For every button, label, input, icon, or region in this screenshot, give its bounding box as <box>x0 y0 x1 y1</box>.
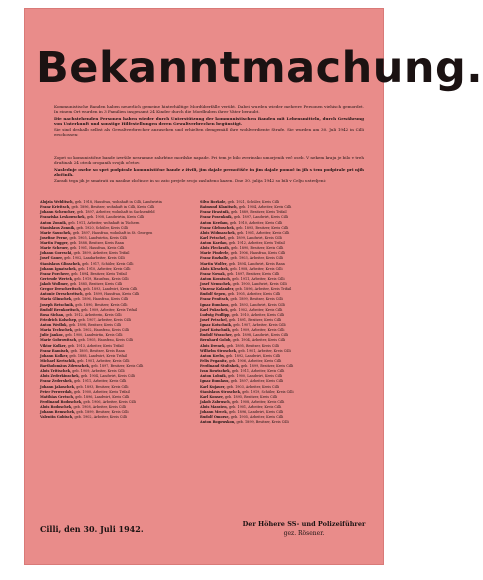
person-name: Gregor Drescheritsch, <box>40 287 83 292</box>
person-name: Marie Sauschek, <box>40 230 72 235</box>
person-name: Josefine Perne, <box>40 235 69 240</box>
person-details: geb. 1900, Landwirtin, Kreis Cilli <box>65 333 123 338</box>
person-details: geb. 1897, Besitzer, Kreis Cilli <box>91 364 144 368</box>
person-details: geb. 1920, Schüler, Kreis Cilli <box>76 225 128 230</box>
person-name: Silvo Borkole, <box>200 200 227 204</box>
person-details: geb. 1897, Arbeiter, wohnhaft in Sachsenfeld <box>76 210 155 215</box>
person-details: geb. 1909, Arbeiter, Kreis Cilli <box>72 369 125 374</box>
person-name: Rudolf Brenkoritsch, <box>40 307 80 312</box>
person-name: Ignaz Kotschnik, <box>200 323 233 327</box>
person-details: geb. 1890, Besitzer, Kreis Cilli <box>75 302 128 307</box>
person-name: Alois Fleckrath, <box>200 246 231 251</box>
victim-list-left <box>40 200 200 420</box>
person-details: geb. 1895, Besitzer, Kreis Rann <box>70 348 125 353</box>
person-name: Johann Ignatschek, <box>40 266 77 271</box>
signature-block <box>234 520 374 538</box>
person-name: Marie Gobrowitsch, <box>40 338 78 343</box>
person-name: Josef Nemschek, <box>200 282 232 286</box>
person-details: geb. 1904, Landwirt, Kreis Cilli <box>80 374 135 379</box>
person-details: geb. 1910, Arbeiter, Kreis Cilli <box>229 220 283 225</box>
person-name: Johann Remschek, <box>40 410 76 415</box>
person-details: geb. 1899, Besitzer, Kreis Cilli <box>236 420 289 425</box>
person-name: Rudolf Sepen, <box>200 292 227 297</box>
person-name: Gertrude Wertek, <box>40 276 74 281</box>
person-name: Matthias Gretsch, <box>40 394 75 399</box>
person-name: Joseph Retschnik, <box>40 302 75 307</box>
person-details: geb. 1893, Landwirt, Kreis Cilli <box>230 302 285 307</box>
person-name: Maria Techschek, <box>40 328 74 333</box>
person-name: Franz Gleboschek, <box>200 225 236 230</box>
person-name: Friedrich Kolschep, <box>40 317 78 322</box>
person-name: Bernhard Golob, <box>200 338 232 343</box>
person-details: geb. 1902, Landarbeiter, Kreis Cilli <box>64 256 125 261</box>
person-details: geb. 1899, Hausfrau, Kreis Cilli <box>84 292 140 297</box>
person-details: geb. 1901, Arbeiter, Kreis Cilli <box>228 405 282 409</box>
person-details: geb. 1911, Arbeiter, Kreis Cilli <box>74 379 127 384</box>
person-name: Stanislaus Stroschek, <box>200 389 242 394</box>
person-name: Johann Mrcek, <box>200 410 228 415</box>
person-details: geb. 1905, Landwirtin, Kreis Cilli <box>69 235 127 240</box>
person-name: Ignaz Rumlaus, <box>200 302 230 307</box>
person-details: geb. 1892, Landwirt, Kreis Cilli <box>226 353 281 358</box>
person-details: geb. 1890, Besitzer, Kreis Cilli <box>231 246 284 251</box>
person-name: Alois Zederkinschek, <box>40 374 80 379</box>
person-details: geb. 1909, Arbeiter, Kreis Trifail <box>81 307 137 312</box>
person-name: Josef Kotschnik, <box>200 328 231 333</box>
person-name: Julie Jankoc, <box>40 333 65 338</box>
person-details: geb. 1897, Landwirt, Kreis Cilli <box>233 215 288 220</box>
person-details: geb. 1907, Arbeiter, Kreis Cilli <box>78 317 131 322</box>
person-details: geb. 1904, Arbeiter, Kreis Cilli <box>238 205 292 210</box>
person-name: Wilhelm Stroschek, <box>200 348 238 353</box>
person-name: Franz Zedershek, <box>40 379 73 384</box>
person-details: geb. 1901, Arbeiter, Kreis Cilli <box>238 348 291 353</box>
person-name: Ferdinand Stultshek, <box>200 364 240 368</box>
person-details: geb. 1888, Landwirt, Kreis Trifail <box>69 353 127 358</box>
german-intro-p3: Sie sind deshalb selbst als Gewaltverbrecher anzusehen und erhielten demgemäß ihre wohlverdiente Strafe. Sie wurden am 30. Juli 1942 in Cilli erschossen: <box>54 127 364 138</box>
person-details: geb. 1889, Besitzer, Kreis Trifail <box>230 210 287 215</box>
person-details: geb. 1908, Arbeiter, Kreis Cilli <box>230 266 283 271</box>
person-name: Alois Rodoschek, <box>40 405 73 409</box>
person-details: geb. 1912, Arbeiterin, Kreis Cilli <box>65 312 122 317</box>
person-details: geb. 1896, Landwirt, Kreis Cilli <box>229 410 284 415</box>
person-details: geb. 1905, Arbeiter, Kreis Cilli <box>230 415 284 420</box>
person-details: geb. 1900, Landwirt, Kreis Cilli <box>232 282 287 286</box>
person-name: Jakob Zabrusch, <box>200 399 231 404</box>
person-details: geb. 1899, Besitzer, Kreis Cilli <box>230 297 283 302</box>
person-details: geb. 1898, Besitzer, Kreis Cilli <box>68 323 121 327</box>
signature-title: Der Höhere SS- und Polizeiführer <box>242 520 366 528</box>
person-details: geb. 1903, Arbeiter, Kreis Cilli <box>230 256 283 261</box>
person-name: Felix Peganitz, <box>200 358 228 363</box>
person-details: geb. 1911, Arbeiter, wohnhaft in Tüchern <box>68 220 140 225</box>
person-details: geb. 1899, Landwirt, Kreis Cilli <box>227 235 282 240</box>
poster <box>24 8 483 565</box>
person-name: Alojzia Weblitsch, <box>40 200 74 204</box>
person-details: geb. 1905, Hausfrau, Kreis Cilli <box>78 338 133 343</box>
german-intro-p1: Kommunistische Banden haben neuerlich gemeine hinterhältige Mordüberfälle verübt. Dabei wurden wieder mehrere Personen viehisch gemordet. In einem Ort wurden in 3 Familien insgesamt 24 Kinder durch die Mordbuben ihrer Väter beraubt. <box>54 104 364 115</box>
person-details: geb. 1896, Hausfrau, Kreis Cilli <box>73 297 128 302</box>
person-details: geb. 1893, Landwirt, Kreis Cilli <box>83 287 138 292</box>
person-name: Johann Jakoschek, <box>40 384 76 389</box>
person-details: geb. 1901, Hausfrau, Kreis Cilli <box>69 246 125 251</box>
person-details: geb. 1903, Arbeiter, Kreis Cilli <box>226 384 279 389</box>
person-name: Martin Wolfer, <box>200 261 228 266</box>
person-details: geb. 1919, Schüler, Kreis Cilli <box>242 389 294 394</box>
person-name: Alois Widmaschek, <box>200 230 236 235</box>
person-name: Johann Gorescki, <box>40 251 73 256</box>
list-item <box>200 420 360 425</box>
person-name: Karl Petschel, <box>200 235 227 240</box>
person-name: Anton Kerdam, <box>200 220 229 225</box>
person-details: geb. 1919, Hausfrau, Kreis Cilli <box>74 276 129 281</box>
person-name: Anton Krebs, <box>200 353 225 358</box>
person-name: Maria Glinschek, <box>40 297 73 302</box>
person-name: Viktor Kolker, <box>40 343 67 348</box>
person-details: geb. 1902, Arbeiter, Kreis Cilli <box>229 307 283 312</box>
person-name: Bartholomäus Zdewschek, <box>40 364 91 368</box>
slovene-intro-p3: Zaradi tega jih je smatrati za nasilne zločince in so zato prejele svojo zasluženo kazen. Dne 30. julija 1942 so bili v Celju ustreljeni: <box>54 178 327 184</box>
person-details: geb. 1899, Arbeiter, Kreis Trifail <box>73 251 130 256</box>
slovene-intro <box>54 155 364 184</box>
person-name: Vinzenz Kolander, <box>200 287 235 292</box>
person-details: geb. 1896, Besitzer, wohnhaft in Cilli, Kreis Cilli <box>71 205 155 210</box>
person-name: Rudolf Wrascher, <box>200 333 233 338</box>
person-name: Karl Kujauer, <box>200 384 226 389</box>
person-name: Marie Pinderle, <box>200 251 230 256</box>
person-name: Anton Bogowskon, <box>200 420 236 425</box>
person-name: Ivan Rowischek, <box>200 369 231 374</box>
person-details: geb. 1902, Arbeiter, Kreis Cilli <box>74 415 127 420</box>
person-name: Johann Scheucher, <box>40 210 76 215</box>
german-intro <box>54 104 364 139</box>
person-details: geb. 1913, Arbeiter, Kreis Trifail <box>67 343 124 348</box>
person-name: Martin Fugger, <box>40 241 69 245</box>
person-name: Raimund Klanitsch, <box>200 205 238 210</box>
person-name: Rudolf Omorse, <box>200 415 230 420</box>
person-name: Jakob Wollmer, <box>40 282 69 286</box>
person-name: Franz Penitsch, <box>200 297 230 302</box>
person-details: geb. 1921, Schüler, Kreis Cilli <box>227 200 280 204</box>
person-details: geb. 1898, Landwirt, Kreis Cilli <box>233 333 288 338</box>
person-name: Karl Pukschek, <box>200 307 229 312</box>
person-details: geb. 1896, Landwirt, Kreis Cilli <box>75 394 130 399</box>
person-name: Stanislaus Zonnik, <box>40 225 76 230</box>
person-details: geb. 1917, Schüler, Kreis Cilli <box>82 261 134 266</box>
signature-name: gez. Rösener. <box>283 530 325 537</box>
person-name: Peter Perwerdah, <box>40 389 73 394</box>
person-details: geb. 1895, Besitzer, Kreis Cilli <box>226 343 279 348</box>
person-details: geb. 1906, Hausfrau, Kreis Cilli <box>230 251 286 256</box>
person-details: geb. 1906, Arbeiter, Kreis Cilli <box>228 358 282 363</box>
person-name: Franz Nowak, <box>200 271 226 276</box>
person-details: geb. 1893, Besitzer, Kreis Cilli <box>76 384 129 389</box>
person-details: geb. 1897, Arbeiter, Kreis Cilli <box>230 379 284 384</box>
person-details: geb. 1891, Besitzer, Kreis Cilli <box>228 317 282 322</box>
person-name: Antonie Drescheritsch, <box>40 292 84 297</box>
person-details: geb. 1900, Arbeiter, Kreis Trifail <box>73 389 130 394</box>
person-name: Alois Kleschek, <box>200 266 230 271</box>
victim-list-right <box>200 200 360 426</box>
person-name: Karl Konser, <box>200 394 224 399</box>
person-name: Franz Porcheer, <box>40 271 70 276</box>
list-item <box>40 415 200 420</box>
person-name: Josef Petschel, <box>200 317 228 322</box>
person-name: Anton Kovatsch, <box>200 276 232 281</box>
person-name: Anton Wedlok, <box>40 323 68 327</box>
person-name: Alois Drenek, <box>200 343 226 348</box>
person-name: Anton Kardan, <box>200 241 228 245</box>
person-name: Alois Maraten, <box>200 405 228 409</box>
person-name: Josef Gauer, <box>40 256 64 261</box>
person-details: geb. 1902, Hausfrau, Kreis Cilli <box>74 328 129 333</box>
date-line: Cilli, den 30. Juli 1942. <box>40 524 144 534</box>
person-name: Stanislaus Glinschek, <box>40 261 81 266</box>
person-details: geb. 1895, Besitzer, Kreis Cilli <box>236 225 289 230</box>
person-details: geb. 1901, Arbeiter, Kreis Cilli <box>236 230 290 235</box>
person-details: geb. 1901, Arbeiter, Kreis Cilli <box>77 358 130 363</box>
person-name: Anton Zonnik, <box>40 220 68 225</box>
person-name: Johann Kolker, <box>40 353 69 358</box>
slovene-intro-p2: Naslednje osebe so spet podpirale komunistične bande z živili, jim dajale prenočišče in jim dajale pomoč in jih s tem podpirale pri njih zločinih. <box>54 166 364 177</box>
person-name: Anton Lobnik, <box>200 374 227 379</box>
person-details: geb. 1905, Arbeiter, Kreis Cilli <box>227 292 281 297</box>
person-name: Michael Kertschik, <box>40 358 77 363</box>
person-details: geb. 1907, Arbeiter, Kreis Cilli <box>233 323 286 327</box>
person-details: geb. 1908, Arbeiter, Kreis Cilli <box>73 405 126 409</box>
person-details: geb. 1908, Arbeiter, Kreis Cilli <box>231 399 285 404</box>
person-details: geb. 1896, Arbeiter, Kreis Trifail <box>235 287 292 292</box>
person-details: geb. 1909, Arbeiter, Kreis Cilli <box>232 328 285 333</box>
person-details: geb. 1894, Besitzer, Kreis Trifail <box>71 271 127 276</box>
person-name: Ferdinand Rodoschek, <box>40 399 83 404</box>
person-name: Ludwig Podlipp, <box>200 312 231 317</box>
person-name: Alois Trittschek, <box>40 369 72 374</box>
person-name: Franz Posenknik, <box>200 215 233 220</box>
person-details: geb. 1906, Arbeiter, Kreis Cilli <box>83 399 136 404</box>
slovene-intro-p1: Zopet so komunistične bande izvršile nesramne zahrbtne morilske napade. Pri tem je bilo zverinsko umorjenih več oseb. V nekem kraju je bilo v treh družinah 24 otrok oropanih svojih očetov. <box>54 155 364 166</box>
person-name: Marie Scheuer, <box>40 246 69 251</box>
poster-title: Bekanntmachung. <box>36 43 483 93</box>
person-name: Franz Rozballe, <box>200 256 230 261</box>
person-name: Valentin Gobisch, <box>40 415 74 420</box>
person-details: geb. 1910, Arbeiter, Kreis Cilli <box>231 312 285 317</box>
person-details: geb. 1912, Arbeiter, Kreis Trifail <box>228 241 285 245</box>
person-name: Franz Hrastnik, <box>200 210 230 215</box>
person-details: geb. 1895, Besitzer, Kreis Cilli <box>224 394 278 399</box>
person-details: geb. 1899, Besitzer, Kreis Cilli <box>76 410 129 415</box>
person-details: geb. 1894, Landwirt, Kreis Rann <box>228 261 285 266</box>
person-name: Ignaz Rumlaus, <box>200 379 230 384</box>
person-name: Rosa Sichan, <box>40 312 65 317</box>
person-details: geb. 1911, Arbeiter, Kreis Cilli <box>231 369 285 374</box>
german-intro-p2: Die nachstehenden Personen haben wieder durch Unterstützung der kommunistischen Banden mit Lebensmitteln, durch Gewährung von Unterkunft und sonstige Hilfestellungen deren Gewaltverbrechen begünstigt. <box>54 115 364 126</box>
person-name: Franz Ramisch, <box>40 348 70 353</box>
person-details: geb. 1904, Arbeiter, Kreis Cilli <box>232 338 286 343</box>
person-name: Franz Krivitsch, <box>40 205 71 210</box>
person-details: geb. 1918, Hausfrau, wohnhaft in Cilli, Landwirtin <box>74 200 162 204</box>
person-details: geb. 1897, Hausfrau, wohnhaft in St. Georgen <box>72 230 153 235</box>
person-details: geb. 1888, Besitzer, Kreis Rann <box>69 241 125 245</box>
person-name: Franziska Leskowschek, <box>40 215 86 220</box>
person-details: geb. 1908, Landwirtin, Kreis Cilli <box>86 215 145 220</box>
person-details: geb. 1885, Besitzer, Kreis Cilli <box>69 282 123 286</box>
person-details: geb. 1899, Besitzer, Kreis Cilli <box>240 364 294 368</box>
person-details: geb. 1910, Arbeiter, Kreis Cilli <box>78 266 131 271</box>
person-details: geb. 1897, Besitzer, Kreis Cilli <box>227 271 280 276</box>
person-details: geb. 1911, Arbeiter, Kreis Cilli <box>232 276 285 281</box>
person-details: geb. 1900, Landwirt, Kreis Cilli <box>227 374 282 379</box>
